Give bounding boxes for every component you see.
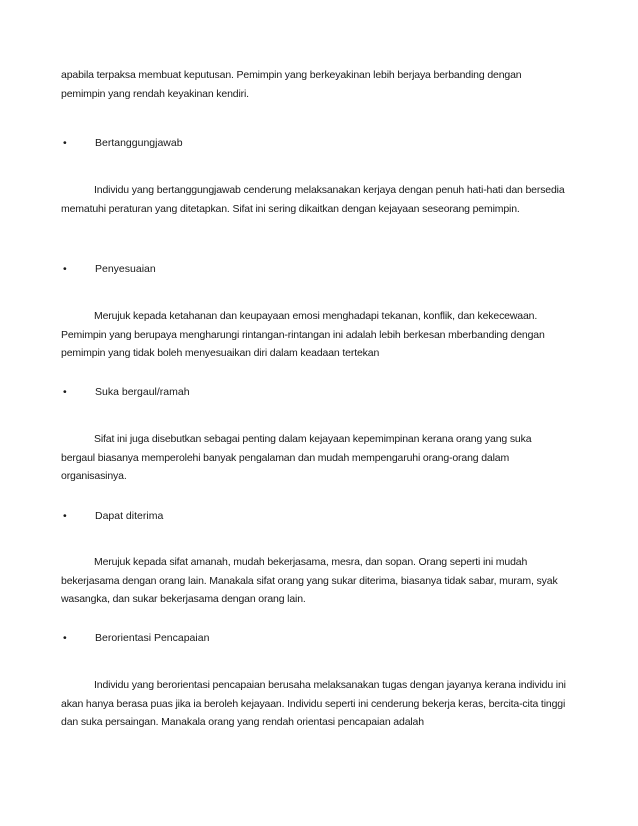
bullet-label: Dapat diterima xyxy=(95,510,164,522)
bullet-label: Bertanggungjawab xyxy=(95,137,183,149)
paragraph-suka-bergaul: Sifat ini juga disebutkan sebagai penting dalam kejayaan kepemimpinan kerana orang yang suka bergaul biasanya memperolehi banyak pengalaman dan mudah mempengaruhi orang-orang dalam organisasinya. xyxy=(61,433,532,482)
bullet-symbol: • xyxy=(63,137,67,149)
paragraph-penyesuaian: Merujuk kepada ketahanan dan keupayaan emosi menghadapi tekanan, konflik, dan kekecewaan. Pemimpin yang berupaya mengharungi rintangan-rintangan ini adalah lebih berkesan mberbanding dengan pemimpin yang tidak boleh menyesuaikan diri dalam keadaan tertekan xyxy=(61,310,545,359)
bullet-symbol: • xyxy=(63,632,67,644)
bullet-label: Berorientasi Pencapaian xyxy=(95,632,210,644)
paragraph-berorientasi-pencapaian: Individu yang berorientasi pencapaian berusaha melaksanakan tugas dengan jayanya kerana individu ini akan hanya berasa puas jika ia beroleh kejayaan. Individu seperti ini cenderung bekerja keras, bercita-cita tinggi dan suka persaingan. Manakala orang yang rendah orientasi pencapaian adalah xyxy=(61,679,566,728)
paragraph-intro: apabila terpaksa membuat keputusan. Pemimpin yang berkeyakinan lebih berjaya berbanding dengan pemimpin yang rendah keyakinan kendiri. xyxy=(61,69,522,100)
bullet-symbol: • xyxy=(63,263,67,275)
bullet-label: Suka bergaul/ramah xyxy=(95,386,190,398)
paragraph-bertanggungjawab: Individu yang bertanggungjawab cenderung melaksanakan kerjaya dengan penuh hati-hati dan bersedia mematuhi peraturan yang ditetapkan. Sifat ini sering dikaitkan dengan kejayaan seseorang pemimpin. xyxy=(61,184,565,215)
paragraph-dapat-diterima: Merujuk kepada sifat amanah, mudah bekerjasama, mesra, dan sopan. Orang seperti ini mudah bekerjasama dengan orang lain. Manakala sifat orang yang sukar diterima, biasanya tidak sabar, muram, syak wasangka, dan sukar bekerjasama dengan orang lain. xyxy=(61,556,558,605)
bullet-symbol: • xyxy=(63,510,67,522)
bullet-symbol: • xyxy=(63,386,67,398)
bullet-label: Penyesuaian xyxy=(95,263,156,275)
